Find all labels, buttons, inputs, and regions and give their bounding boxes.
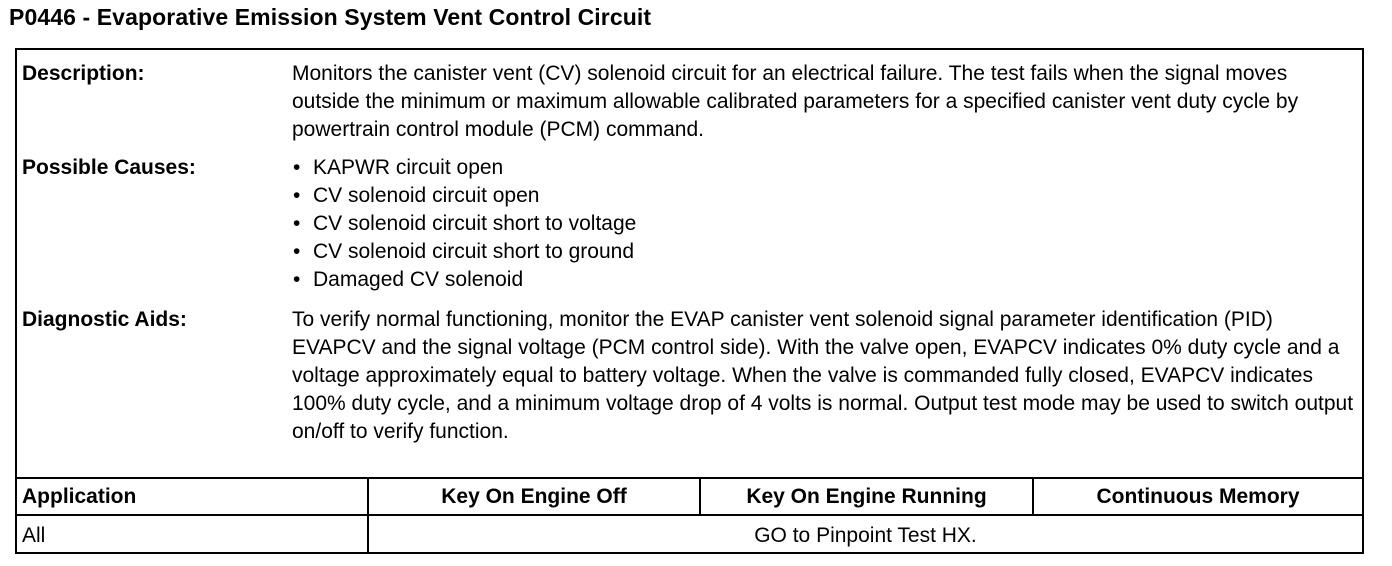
description-text: Monitors the canister vent (CV) solenoid circuit for an electrical failure. The test fails when the signal moves outside the minimum or maximum allowable calibrated parameters for a specified canister vent duty cycle by powertrain control module (PCM) command. — [292, 62, 1299, 141]
table-divider-header — [15, 514, 1364, 516]
possible-causes-label: Possible Causes: — [22, 156, 196, 179]
table-divider-top — [15, 477, 1364, 479]
header-continuous-memory: Continuous Memory — [1096, 485, 1300, 508]
cause-item: • CV solenoid circuit short to voltage — [292, 210, 1357, 238]
page-title: P0446 - Evaporative Emission System Vent Control Circuit — [9, 4, 652, 30]
possible-causes-list — [292, 154, 1357, 294]
header-application: Application — [22, 485, 137, 508]
cause-item: • CV solenoid circuit short to ground — [292, 238, 1357, 266]
header-key-on-engine-running: Key On Engine Running — [746, 485, 987, 508]
header-key-on-engine-off: Key On Engine Off — [441, 485, 627, 508]
cell-action: GO to Pinpoint Test HX. — [754, 524, 977, 547]
description-label: Description: — [22, 62, 145, 85]
cell-application: All — [22, 524, 46, 547]
diagnostic-aids-label: Diagnostic Aids: — [22, 308, 187, 331]
cause-item: • Damaged CV solenoid — [292, 266, 1357, 294]
cause-item: • CV solenoid circuit open — [292, 182, 1357, 210]
cause-item: • KAPWR circuit open — [292, 154, 1357, 182]
possible-causes-list-container — [292, 154, 1357, 294]
diagnostic-aids-text: To verify normal functioning, monitor the EVAP canister vent solenoid signal parameter identification (PID) EVAPCV and the signal voltage (PCM control side). With the valve open, EVAPCV indicates 0% duty cycle and a voltage approximately equal to battery voltage. When the valve is commanded fully closed, EVAPCV indicates 100% duty cycle, and a minimum voltage drop of 4 volts is normal. Output test mode may be used to switch output on/off to verify function. — [292, 308, 1354, 443]
